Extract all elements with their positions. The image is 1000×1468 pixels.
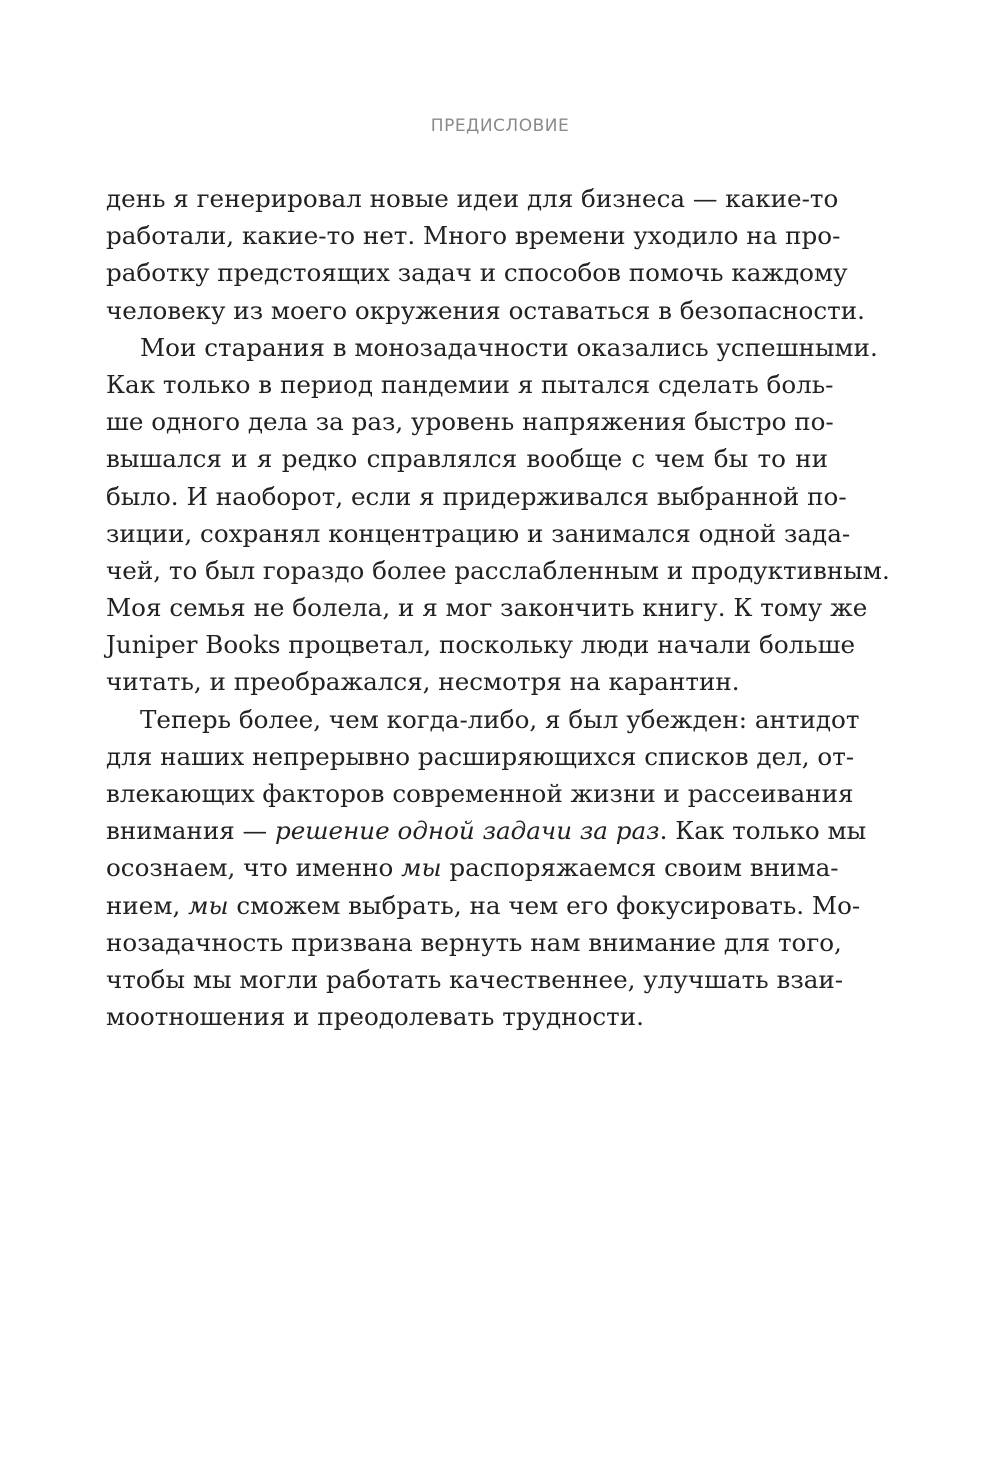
body-text <box>106 180 890 1035</box>
text-line: работали, какие-то нет. Много времени уходило на про- <box>106 221 841 251</box>
text-line: читать, и преображался, несмотря на карантин. <box>106 667 740 697</box>
text-line: моотношения и преодолевать трудности. <box>106 1002 644 1032</box>
text-line: Мои старания в монозадачности оказались успешными. <box>140 332 878 362</box>
text-line: зиции, сохранял концентрацию и занимался одной зада- <box>106 518 851 548</box>
text-line: Juniper Books процветал, поскольку люди начали больше <box>106 630 856 660</box>
text-run: осознаем, что именно <box>106 853 402 883</box>
text-run: сможем выбрать, на чем его фокусировать. Мо- <box>228 890 861 920</box>
text-line: работку предстоящих задач и способов помочь каждому <box>106 258 848 288</box>
text-line: Моя семья не болела, и я мог закончить книгу. К тому же <box>106 593 868 623</box>
text-line: Как только в период пандемии я пытался сделать боль- <box>106 369 834 399</box>
text-run: распоряжаемся своим внима- <box>441 853 839 883</box>
text-line <box>106 887 861 924</box>
text-run: нием, <box>106 890 189 920</box>
text-line: чей, то был гораздо более расслабленным и продуктивным. <box>106 555 890 585</box>
italic-word: мы <box>188 890 229 920</box>
paragraph-2 <box>106 329 890 701</box>
text-run: . Как только мы <box>659 816 867 846</box>
text-line: человеку из моего окружения оставаться в безопасности. <box>106 295 865 325</box>
running-head: ПРЕДИСЛОВИЕ <box>430 116 570 136</box>
text-line <box>106 849 839 886</box>
text-line: влекающих факторов современной жизни и рассеивания <box>106 779 854 808</box>
text-line <box>106 812 867 849</box>
text-line: вышался и я редко справлялся вообще с чем бы то ни <box>106 444 828 474</box>
text-run: внимания — <box>106 816 275 846</box>
paragraph-3 <box>106 701 867 1036</box>
text-line: было. И наоборот, если я придерживался выбранной по- <box>106 481 847 511</box>
text-line: чтобы мы могли работать качественнее, улучшать взаи- <box>106 964 844 994</box>
text-line: для наших непрерывно расширяющихся списков дел, от- <box>106 741 855 771</box>
italic-phrase: решение одной задачи за раз <box>274 816 660 846</box>
text-line: день я генерировал новые идеи для бизнеса — какие-то <box>106 184 839 213</box>
italic-word: мы <box>401 853 442 883</box>
text-line: нозадачность призвана вернуть нам внимание для того, <box>106 927 842 957</box>
paragraph-1 <box>106 180 865 329</box>
text-line: ше одного дела за раз, уровень напряжения быстро по- <box>106 407 834 437</box>
text-line: Теперь более, чем когда-либо, я был убежден: антидот <box>140 704 860 734</box>
